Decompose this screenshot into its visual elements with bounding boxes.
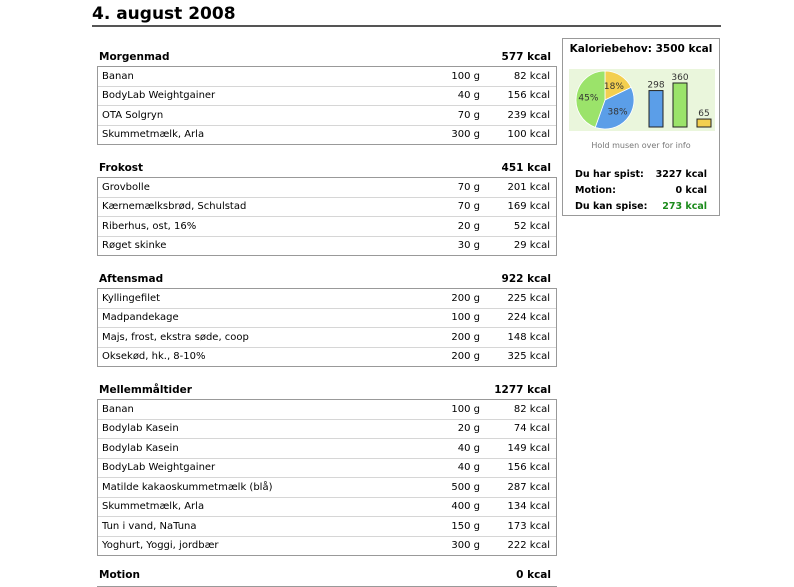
- food-amount: 70 g: [457, 201, 480, 213]
- food-name: Oksekød, hk., 8-10%: [102, 351, 206, 363]
- summary-eaten: [575, 169, 707, 180]
- motion-title: Motion: [99, 569, 140, 581]
- food-amount: 100 g: [451, 403, 480, 415]
- food-row[interactable]: [98, 87, 556, 107]
- section-total: 1277 kcal: [494, 384, 551, 396]
- food-amount: 300 g: [451, 540, 480, 552]
- pie-label: 45%: [578, 93, 599, 104]
- food-name: Tun i vand, NaTuna: [102, 520, 197, 532]
- food-name: OTA Solgryn: [102, 109, 164, 121]
- food-kcal: 201 kcal: [507, 181, 550, 193]
- food-kcal: 325 kcal: [507, 351, 550, 363]
- food-amount: 40 g: [457, 462, 480, 474]
- food-name: Skummetmælk, Arla: [102, 129, 205, 141]
- food-name: BodyLab Weightgainer: [102, 462, 216, 474]
- food-name: Bodylab Kasein: [102, 423, 179, 435]
- section-total: 451 kcal: [501, 162, 551, 174]
- pie-label: 18%: [603, 82, 624, 93]
- food-amount: 100 g: [451, 70, 480, 82]
- food-kcal: 169 kcal: [507, 201, 550, 213]
- food-amount: 200 g: [451, 351, 480, 363]
- pie-label: 38%: [607, 107, 628, 118]
- food-row[interactable]: [98, 106, 556, 126]
- food-name: BodyLab Weightgainer: [102, 90, 216, 102]
- food-table: [97, 399, 557, 556]
- food-kcal: 134 kcal: [507, 501, 550, 513]
- section-title: Frokost: [99, 162, 144, 174]
- summary-motion-value: 0 kcal: [675, 185, 707, 196]
- food-row[interactable]: [98, 178, 556, 198]
- motion-header: [97, 566, 557, 584]
- bar: [697, 119, 711, 127]
- summary-eaten-value: 3227 kcal: [655, 169, 707, 180]
- food-amount: 20 g: [457, 423, 480, 435]
- food-row[interactable]: [98, 478, 556, 498]
- food-kcal: 224 kcal: [507, 312, 550, 324]
- food-kcal: 287 kcal: [507, 481, 550, 493]
- section-title: Aftensmad: [99, 273, 164, 285]
- food-kcal: 82 kcal: [513, 403, 550, 415]
- food-row[interactable]: [98, 328, 556, 348]
- food-row[interactable]: [98, 126, 556, 145]
- food-row[interactable]: [98, 459, 556, 479]
- food-amount: 40 g: [457, 442, 480, 454]
- food-row[interactable]: [98, 309, 556, 329]
- section-total: 922 kcal: [501, 273, 551, 285]
- summary-motion: [575, 185, 707, 196]
- food-name: Skummetmælk, Arla: [102, 501, 205, 513]
- food-row[interactable]: [98, 67, 556, 87]
- food-row[interactable]: [98, 439, 556, 459]
- food-table: [97, 288, 557, 367]
- summary-remaining-label: Du kan spise:: [575, 201, 648, 212]
- bar-label: 65: [698, 109, 710, 120]
- food-kcal: 173 kcal: [507, 520, 550, 532]
- summary-motion-label: Motion:: [575, 185, 616, 196]
- summary-eaten-label: Du har spist:: [575, 169, 644, 180]
- food-name: Banan: [102, 70, 134, 82]
- food-name: Madpandekage: [102, 312, 179, 324]
- page-title: 4. august 2008: [92, 4, 236, 24]
- nutrition-chart[interactable]: [569, 69, 715, 131]
- meal-list: [97, 48, 557, 587]
- section-title: Morgenmad: [99, 51, 170, 63]
- food-kcal: 225 kcal: [507, 292, 550, 304]
- food-kcal: 149 kcal: [507, 442, 550, 454]
- food-amount: 150 g: [451, 520, 480, 532]
- motion-total: 0 kcal: [516, 569, 551, 581]
- food-name: Bodylab Kasein: [102, 442, 179, 454]
- food-amount: 200 g: [451, 331, 480, 343]
- food-amount: 100 g: [451, 312, 480, 324]
- food-kcal: 156 kcal: [507, 462, 550, 474]
- food-row[interactable]: [98, 517, 556, 537]
- food-row[interactable]: [98, 237, 556, 256]
- food-amount: 500 g: [451, 481, 480, 493]
- food-amount: 300 g: [451, 129, 480, 141]
- food-amount: 40 g: [457, 90, 480, 102]
- calorie-panel: [562, 38, 720, 216]
- summary-remaining-value: 273 kcal: [662, 201, 707, 212]
- food-row[interactable]: [98, 537, 556, 556]
- food-name: Yoghurt, Yoggi, jordbær: [102, 540, 219, 552]
- food-amount: 200 g: [451, 292, 480, 304]
- food-kcal: 156 kcal: [507, 90, 550, 102]
- food-name: Kyllingefilet: [102, 292, 161, 304]
- food-row[interactable]: [98, 348, 556, 367]
- food-row[interactable]: [98, 400, 556, 420]
- food-row[interactable]: [98, 420, 556, 440]
- chart-hint: Hold musen over for info: [591, 141, 691, 150]
- section-header: [97, 270, 557, 288]
- food-name: Banan: [102, 403, 134, 415]
- food-name: Majs, frost, ekstra søde, coop: [102, 331, 249, 343]
- food-kcal: 239 kcal: [507, 109, 550, 121]
- section-header: [97, 159, 557, 177]
- calorie-need-title: Kaloriebehov: 3500 kcal: [569, 43, 713, 55]
- food-name: Matilde kakaoskummetmælk (blå): [102, 481, 273, 493]
- section-header: [97, 48, 557, 66]
- food-kcal: 74 kcal: [513, 423, 550, 435]
- bar: [673, 83, 687, 127]
- bar-label: 298: [647, 80, 665, 91]
- section-total: 577 kcal: [501, 51, 551, 63]
- summary-remaining: [575, 201, 707, 212]
- food-amount: 70 g: [457, 181, 480, 193]
- food-row[interactable]: [98, 289, 556, 309]
- food-name: Røget skinke: [102, 240, 167, 252]
- title-divider: [92, 25, 721, 27]
- food-kcal: 100 kcal: [507, 129, 550, 141]
- food-kcal: 52 kcal: [513, 220, 550, 232]
- bar: [649, 91, 663, 127]
- food-row[interactable]: [98, 498, 556, 518]
- food-name: Kærnemælksbrød, Schulstad: [102, 201, 247, 213]
- food-table: [97, 177, 557, 256]
- bar-label: 360: [671, 73, 689, 83]
- food-kcal: 82 kcal: [513, 70, 550, 82]
- food-amount: 30 g: [457, 240, 480, 252]
- food-kcal: 29 kcal: [513, 240, 550, 252]
- food-kcal: 148 kcal: [507, 331, 550, 343]
- food-row[interactable]: [98, 198, 556, 218]
- food-amount: 20 g: [457, 220, 480, 232]
- nutrition-chart-svg[interactable]: [569, 69, 715, 131]
- food-kcal: 222 kcal: [507, 540, 550, 552]
- food-row[interactable]: [98, 217, 556, 237]
- food-name: Riberhus, ost, 16%: [102, 220, 197, 232]
- food-amount: 400 g: [451, 501, 480, 513]
- food-table: [97, 66, 557, 145]
- section-title: Mellemmåltider: [99, 384, 192, 396]
- section-header: [97, 381, 557, 399]
- food-amount: 70 g: [457, 109, 480, 121]
- food-name: Grovbolle: [102, 181, 150, 193]
